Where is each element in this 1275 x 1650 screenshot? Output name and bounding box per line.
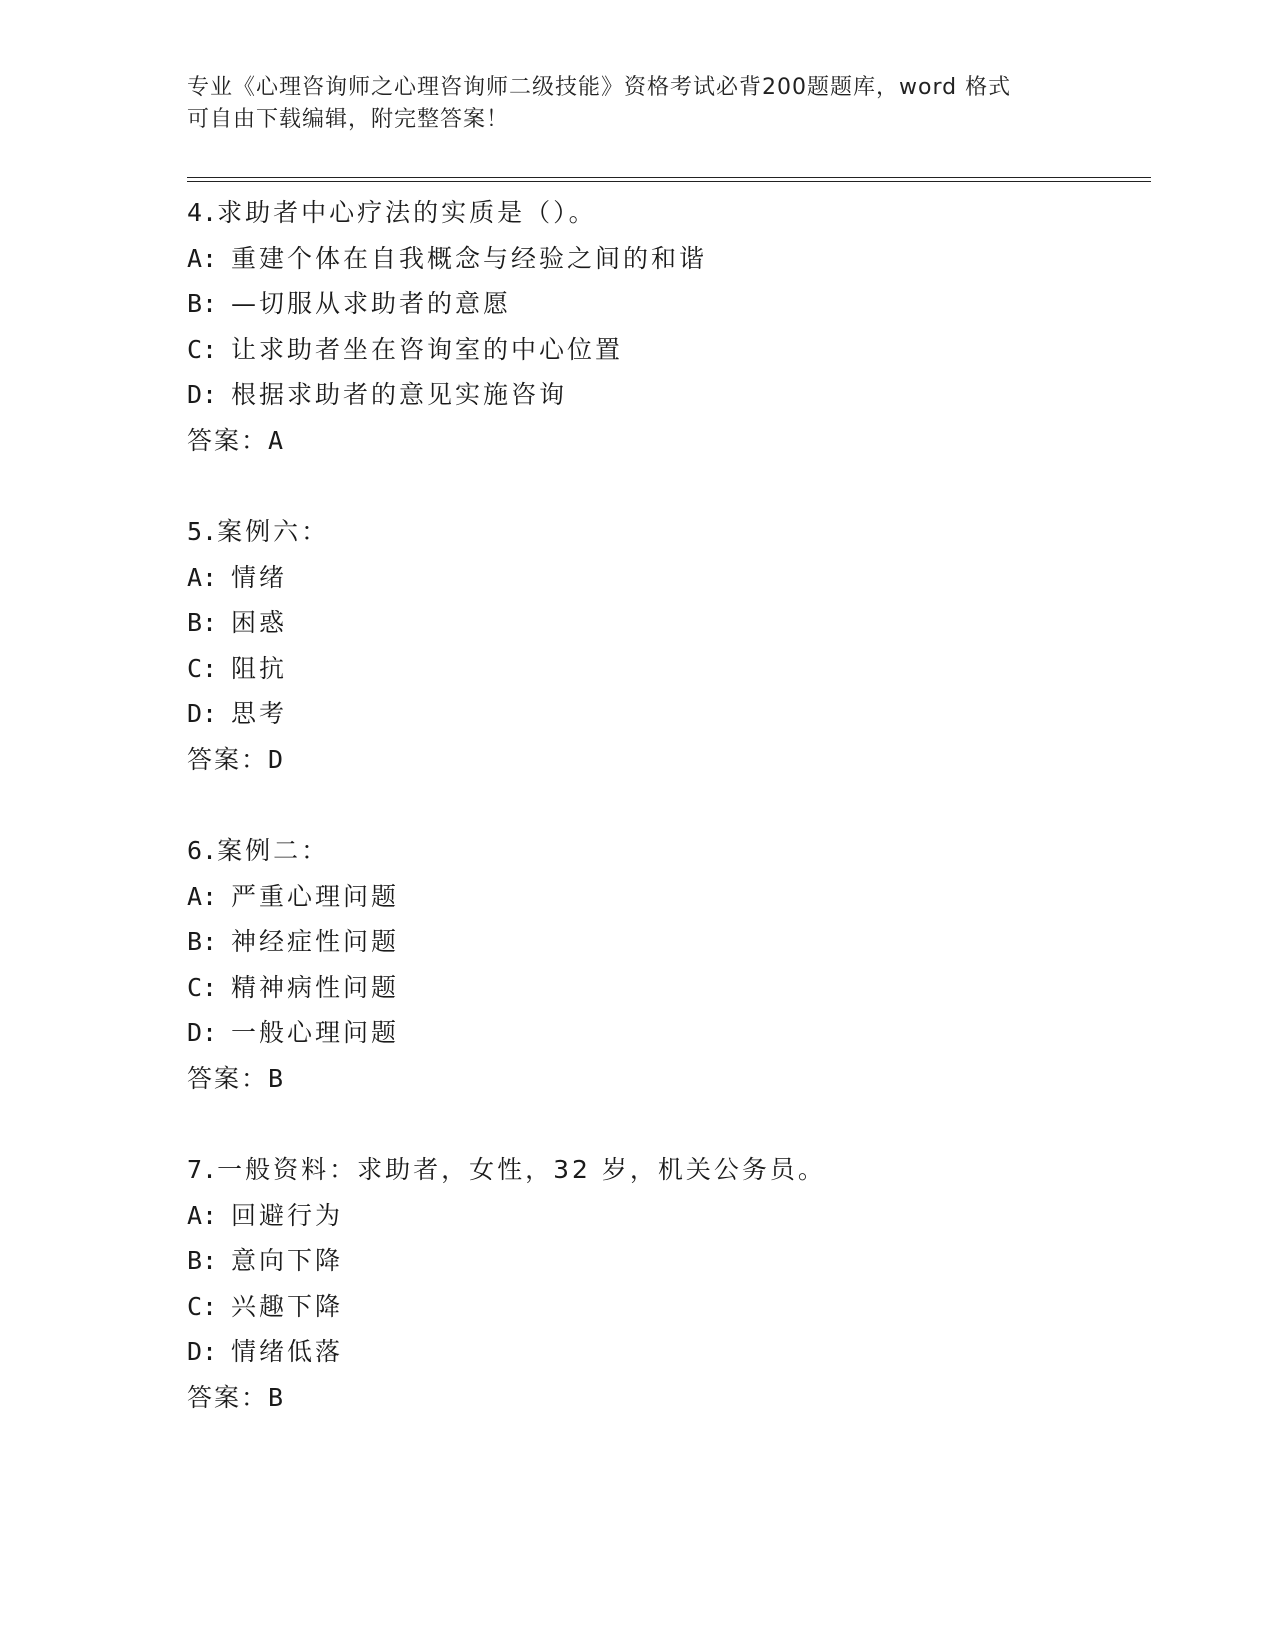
- option-a: [187, 874, 1147, 920]
- option-text: 情绪: [231, 562, 288, 592]
- option-text: 思考: [231, 699, 288, 728]
- question-4: [187, 190, 1147, 463]
- question-number: 7.: [187, 1155, 218, 1184]
- option-text: 阻抗: [231, 653, 288, 683]
- answer-line: [187, 1375, 1147, 1421]
- option-text: 回避行为: [231, 1200, 344, 1230]
- option-text: 困惑: [231, 608, 288, 637]
- answer-line: [187, 1056, 1147, 1102]
- option-text: 神经症性问题: [231, 927, 400, 956]
- option-text: 情绪低落: [231, 1337, 344, 1366]
- option-letter: B:: [187, 608, 218, 637]
- question-stem: [187, 509, 1147, 555]
- header-line-2: 可自由下载编辑，附完整答案！: [187, 107, 510, 132]
- question-number: 4.: [187, 198, 218, 227]
- option-b: [187, 281, 1147, 327]
- option-a: [187, 555, 1147, 601]
- question-number: 5.: [187, 517, 218, 546]
- question-6: [187, 828, 1147, 1101]
- option-a: [187, 236, 1147, 282]
- option-letter: A:: [187, 243, 218, 273]
- option-d: [187, 1329, 1147, 1375]
- option-letter: D:: [187, 1018, 218, 1047]
- option-text: 兴趣下降: [231, 1291, 344, 1321]
- option-letter: B:: [187, 289, 218, 318]
- option-text: 一般心理问题: [231, 1018, 400, 1047]
- answer-label: 答案：: [187, 1382, 269, 1412]
- option-text: 意向下降: [231, 1246, 344, 1275]
- option-b: [187, 1238, 1147, 1284]
- question-text: 案例二：: [217, 836, 330, 865]
- answer-label: 答案：: [187, 425, 269, 455]
- option-d: [187, 372, 1147, 418]
- option-letter: B:: [187, 927, 218, 956]
- option-letter: D:: [187, 380, 218, 409]
- option-letter: C:: [187, 972, 218, 1002]
- option-letter: D:: [187, 699, 218, 728]
- option-letter: A:: [187, 1200, 218, 1230]
- answer-value: A: [268, 425, 284, 455]
- header-divider-bottom: [187, 181, 1151, 182]
- option-letter: B:: [187, 1246, 218, 1275]
- option-c: [187, 327, 1147, 373]
- answer-line: [187, 418, 1147, 464]
- option-text: —切服从求助者的意愿: [231, 289, 512, 318]
- question-number: 6.: [187, 836, 218, 865]
- option-letter: C:: [187, 1291, 218, 1321]
- option-b: [187, 600, 1147, 646]
- answer-value: D: [268, 744, 284, 774]
- answer-value: B: [268, 1063, 284, 1093]
- question-stem: [187, 828, 1147, 874]
- option-text: 让求助者坐在咨询室的中心位置: [231, 334, 624, 364]
- question-5: [187, 509, 1147, 782]
- question-7: [187, 1147, 1147, 1420]
- option-a: [187, 1193, 1147, 1239]
- option-letter: C:: [187, 334, 218, 364]
- option-letter: A:: [187, 562, 218, 592]
- header-divider-top: [187, 177, 1151, 178]
- option-text: 根据求助者的意见实施咨询: [231, 380, 568, 409]
- option-d: [187, 691, 1147, 737]
- option-text: 重建个体在自我概念与经验之间的和谐: [231, 243, 708, 273]
- question-text: 案例六：: [217, 517, 330, 546]
- answer-line: [187, 737, 1147, 783]
- option-c: [187, 1284, 1147, 1330]
- option-letter: D:: [187, 1337, 218, 1366]
- option-d: [187, 1010, 1147, 1056]
- answer-label: 答案：: [187, 1063, 269, 1093]
- option-text: 精神病性问题: [231, 972, 400, 1002]
- option-letter: C:: [187, 653, 218, 683]
- option-c: [187, 646, 1147, 692]
- option-c: [187, 965, 1147, 1011]
- header-line-1: 专业《心理咨询师之心理咨询师二级技能》资格考试必背200题题库，word 格式: [187, 75, 1012, 100]
- question-text: 求助者中心疗法的实质是（）。: [217, 198, 597, 227]
- option-b: [187, 919, 1147, 965]
- answer-value: B: [268, 1382, 284, 1412]
- answer-label: 答案：: [187, 744, 269, 774]
- document-header: [187, 72, 1087, 136]
- question-stem: [187, 1147, 1147, 1193]
- question-stem: [187, 190, 1147, 236]
- option-letter: A:: [187, 881, 218, 911]
- option-text: 严重心理问题: [231, 881, 400, 911]
- question-text: 一般资料：求助者，女性，32 岁，机关公务员。: [217, 1155, 826, 1184]
